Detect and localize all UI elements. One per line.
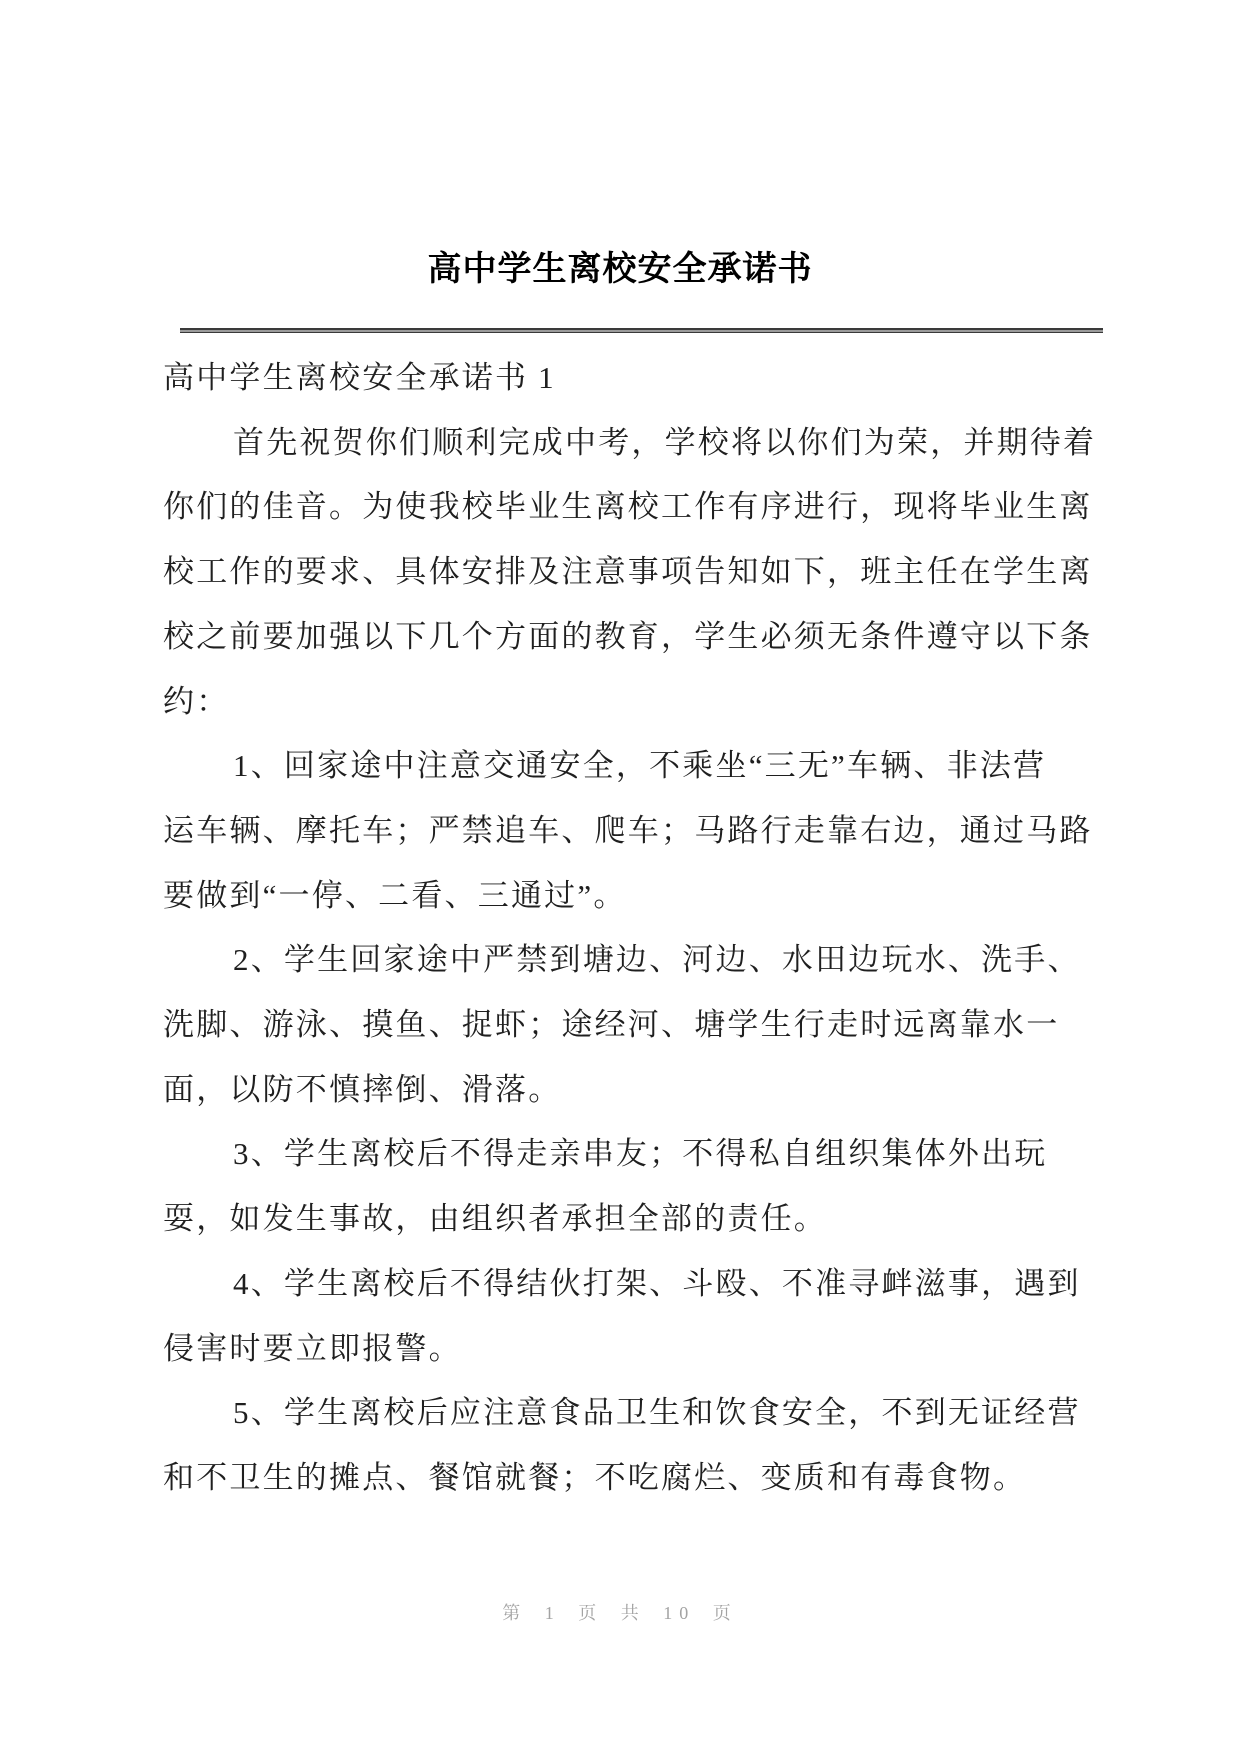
text-line: 侵害时要立即报警。	[163, 1330, 462, 1366]
text-line: 5、学生离校后应注意食品卫生和饮食安全，不到无证经营	[233, 1395, 1081, 1431]
text-line: 2、学生回家途中严禁到塘边、河边、水田边玩水、洗手、	[233, 942, 1081, 978]
text-line: 面，以防不慎摔倒、滑落。	[163, 1071, 562, 1107]
text-line: 4、学生离校后不得结伙打架、斗殴、不准寻衅滋事，遇到	[233, 1265, 1081, 1301]
text-line: 你们的佳音。为使我校毕业生离校工作有序进行，现将毕业生离	[163, 489, 1093, 525]
text-line: 3、学生离校后不得走亲串友；不得私自组织集体外出玩	[233, 1136, 1048, 1172]
text-line: 校工作的要求、具体安排及注意事项告知如下，班主任在学生离	[163, 554, 1093, 590]
text-line: 要做到“一停、二看、三通过”。	[163, 877, 627, 913]
text-line: 1、回家途中注意交通安全，不乘坐“三无”车辆、非法营	[233, 748, 1047, 784]
text-line: 约：	[163, 683, 230, 719]
text-line: 和不卫生的摊点、餐馆就餐；不吃腐烂、变质和有毒食物。	[163, 1459, 1027, 1495]
text-line: 洗脚、游泳、摸鱼、捉虾；途经河、塘学生行走时远离靠水一	[163, 1007, 1060, 1043]
title-divider	[180, 328, 1103, 333]
page-footer: 第 1 页 共 10 页	[502, 1603, 738, 1623]
document-title: 高中学生离校安全承诺书	[427, 251, 813, 288]
text-line: 高中学生离校安全承诺书 1	[163, 360, 556, 395]
text-line: 运车辆、摩托车；严禁追车、爬车；马路行走靠右边，通过马路	[163, 812, 1093, 848]
text-line: 耍，如发生事故，由组织者承担全部的责任。	[163, 1201, 827, 1237]
text-line: 首先祝贺你们顺利完成中考，学校将以你们为荣，并期待着	[233, 424, 1097, 460]
text-line: 校之前要加强以下几个方面的教育，学生必须无条件遵守以下条	[163, 618, 1093, 654]
document-body	[163, 346, 1097, 1511]
